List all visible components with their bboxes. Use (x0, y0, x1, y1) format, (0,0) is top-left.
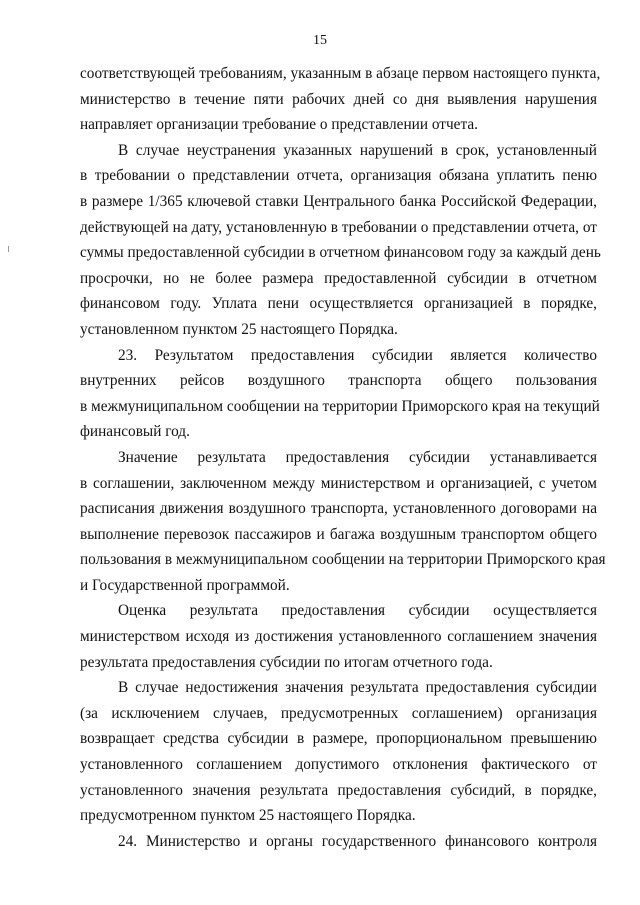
text-line: 23. Результатом предоставления субсидии является количество (118, 346, 597, 364)
text-line: возвращает средства субсидии в размере, пропорциональном превышению (80, 730, 597, 748)
text-line: предусмотренном пунктом 25 настоящего Порядка. (80, 807, 416, 825)
text-line: В случае недостижения значения результата предоставления субсидии (118, 679, 597, 697)
text-line: в размере 1/365 ключевой ставки Центрального банка Российской Федерации, (80, 192, 597, 210)
text-line: финансовом году. Уплата пени осуществляется организацией в порядке, (80, 295, 597, 313)
text-line: установленного значения результата предоставления субсидий, в порядке, (80, 781, 597, 799)
text-line: выполнение перевозок пассажиров и багажа воздушным транспортом общего (80, 525, 597, 543)
document-body (80, 61, 606, 854)
text-line: соответствующей требованиям, указанным в абзаце первом настоящего пункта, (80, 65, 601, 82)
margin-mark (8, 246, 9, 252)
text-line: 24. Министерство и органы государственного финансового контроля (118, 832, 597, 850)
text-line: Оценка результата предоставления субсидии осуществляется (118, 602, 597, 620)
text-line: пользования в межмуниципальном сообщении на территории Приморского края (80, 551, 606, 569)
text-line: суммы предоставленной субсидии в отчетном финансовом году за каждый день (80, 244, 601, 262)
text-line: направляет организации требование о представлении отчета. (80, 116, 478, 134)
page-number: 15 (313, 33, 327, 48)
text-line: в требовании о представлении отчета, организация обязана уплатить пеню (80, 167, 597, 185)
text-line: внутренних рейсов воздушного транспорта общего пользования (80, 372, 597, 390)
text-line: установленном пунктом 25 настоящего Порядка. (80, 320, 398, 338)
text-line: установленного соглашением допустимого отклонения фактического от (80, 756, 597, 774)
text-line: результата предоставления субсидии по итогам отчетного года. (80, 653, 493, 671)
text-line: финансовый год. (80, 423, 190, 441)
text-line: (за исключением случаев, предусмотренных соглашением) организация (80, 704, 597, 722)
text-line: в соглашении, заключенном между министерством и организацией, с учетом (80, 474, 597, 492)
text-line: В случае неустранения указанных нарушений в срок, установленный (118, 141, 597, 159)
text-line: и Государственной программой. (80, 576, 290, 594)
text-line: министерство в течение пяти рабочих дней со дня выявления нарушения (80, 90, 597, 108)
text-line: Значение результата предоставления субсидии устанавливается (118, 448, 597, 466)
text-line: действующей на дату, установленную в требовании о представлении отчета, от (80, 218, 597, 236)
text-line: расписания движения воздушного транспорта, установленного договорами на (80, 500, 597, 518)
text-line: просрочки, но не более размера предоставленной субсидии в отчетном (80, 269, 597, 287)
text-line: министерством исходя из достижения установленного соглашением значения (80, 628, 597, 646)
text-line: в межмуниципальном сообщении на территории Приморского края на текущий (80, 397, 600, 415)
